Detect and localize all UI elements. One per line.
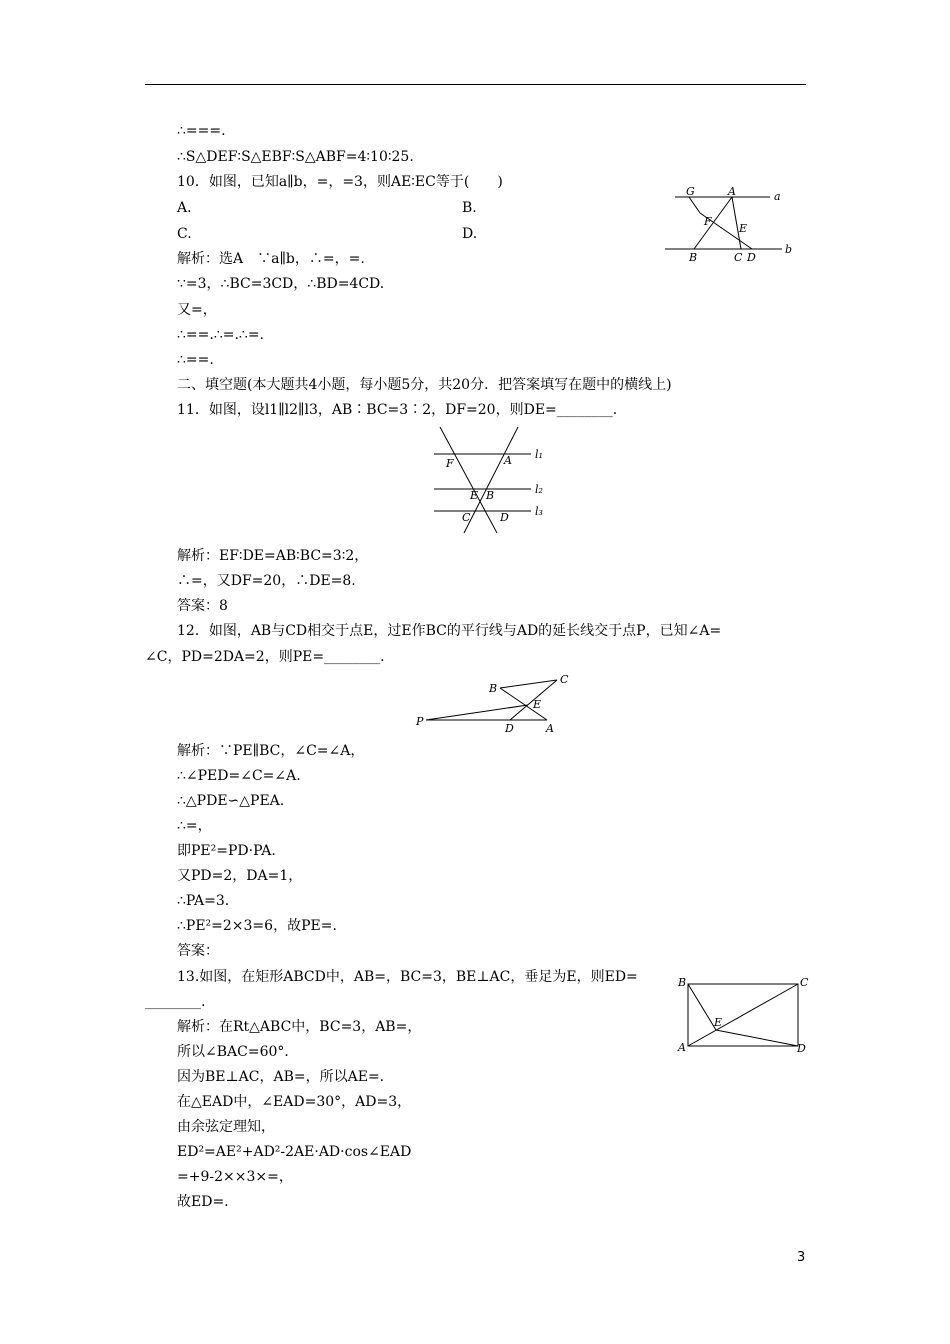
text-line: ∴S△DEF∶S△EBF∶S△ABF=4∶10∶25. <box>177 149 414 165</box>
label-l2: l₂ <box>535 483 543 496</box>
option-d: D. <box>462 226 478 242</box>
label-e: E <box>714 1016 723 1029</box>
text-line: ∵=3，∴BC=3CD，∴BD=4CD. <box>177 276 385 292</box>
text-line: ∴PE²=2×3=6，故PE=. <box>177 918 337 934</box>
label-l1: l₁ <box>535 448 543 461</box>
label-d: D <box>797 1042 806 1055</box>
option-a: A. <box>177 200 192 216</box>
text-line: ∴=， <box>177 818 212 834</box>
text-line: 解析：EF∶DE=AB∶BC=3∶2， <box>177 548 369 564</box>
text-line: 解析：选A ∵a∥b，∴=，=. <box>177 251 365 267</box>
figure-q12 <box>412 672 577 737</box>
text-line: ∴∠PED=∠C=∠A. <box>177 768 301 784</box>
label-d: D <box>500 511 509 524</box>
question-11: 11．如图，设l1∥l2∥l3，AB∶BC=3∶2，DF=20，则DE=________. <box>177 402 618 418</box>
label-c: C <box>560 673 569 686</box>
question-12: 12．如图，AB与CD相交于点E，过E作BC的平行线与AD的延长线交于点P，已知∠A= <box>177 623 722 639</box>
label-c: C <box>800 976 809 989</box>
label-e: E <box>739 222 748 235</box>
text-line: ∴==. <box>177 352 214 368</box>
label-line-b: b <box>785 243 793 256</box>
question-13: 13.如图，在矩形ABCD中，AB=，BC=3，BE⊥AC，垂足为E，则ED= <box>177 969 638 985</box>
figure-q11 <box>430 427 560 539</box>
label-c: C <box>734 251 743 263</box>
text-line: 故ED=. <box>177 1194 229 1210</box>
figure-q10 <box>660 183 800 263</box>
label-e: E <box>470 489 479 502</box>
text-line: ∴==.∴=.∴=. <box>177 327 264 343</box>
label-a: A <box>504 454 512 467</box>
text-line: ∴PA=3. <box>177 893 230 909</box>
label-p: P <box>416 715 424 728</box>
text-line: 在△EAD中，∠EAD=30°，AD=3， <box>177 1094 412 1110</box>
text-line: ∠C，PD=2DA=2，则PE=________. <box>145 649 385 665</box>
section-heading: 二、填空题(本大题共4小题，每小题5分，共20分．把答案填写在题中的横线上) <box>177 377 672 393</box>
option-c: C. <box>177 226 192 242</box>
label-l3: l₃ <box>535 505 543 518</box>
answer-line: 答案： <box>177 943 219 959</box>
label-a: A <box>546 722 554 735</box>
label-b: B <box>489 682 498 695</box>
text-line: ________. <box>145 994 206 1010</box>
label-b: B <box>486 489 495 502</box>
header-rule <box>145 84 806 85</box>
text-line: 由余弦定理知， <box>177 1119 275 1135</box>
figure-q13 <box>676 974 816 1058</box>
text-line: ∴=，又DF=20，∴DE=8. <box>177 573 356 589</box>
label-b: B <box>678 976 687 989</box>
label-line-a: a <box>774 190 781 203</box>
label-d: D <box>505 722 514 735</box>
text-line: 解析：∵PE∥BC，∠C=∠A， <box>177 743 365 759</box>
text-line: 所以∠BAC=60°． <box>177 1044 299 1060</box>
text-line: 即PE²=PD·PA. <box>177 843 276 859</box>
label-e: E <box>533 698 542 711</box>
label-c: C <box>462 511 471 524</box>
answer-line: 答案：8 <box>177 598 228 614</box>
text-line: 又=， <box>177 302 217 318</box>
text-line: 解析：在Rt△ABC中，BC=3，AB=， <box>177 1019 422 1035</box>
text-line: ∴△PDE∽△PEA. <box>177 793 285 809</box>
label-a: A <box>678 1041 686 1054</box>
page-number: 3 <box>797 1250 806 1265</box>
question-10: 10．如图，已知a∥b，=，=3，则AE∶EC等于( ) <box>177 174 503 190</box>
text-line: ∴===. <box>177 123 226 139</box>
text-line: ED²=AE²+AD²-2AE·AD·cos∠EAD <box>177 1144 412 1160</box>
label-b: B <box>689 251 698 263</box>
label-f: F <box>446 457 454 470</box>
label-f: F <box>704 215 712 228</box>
option-b: B. <box>462 200 477 216</box>
text-line: =+9-2××3×=， <box>177 1169 293 1185</box>
label-a: A <box>728 185 736 198</box>
text-line: 又PD=2，DA=1， <box>177 868 303 884</box>
label-d: D <box>747 251 756 263</box>
text-line: 因为BE⊥AC，AB=，所以AE=. <box>177 1069 385 1085</box>
label-g: G <box>686 185 695 198</box>
